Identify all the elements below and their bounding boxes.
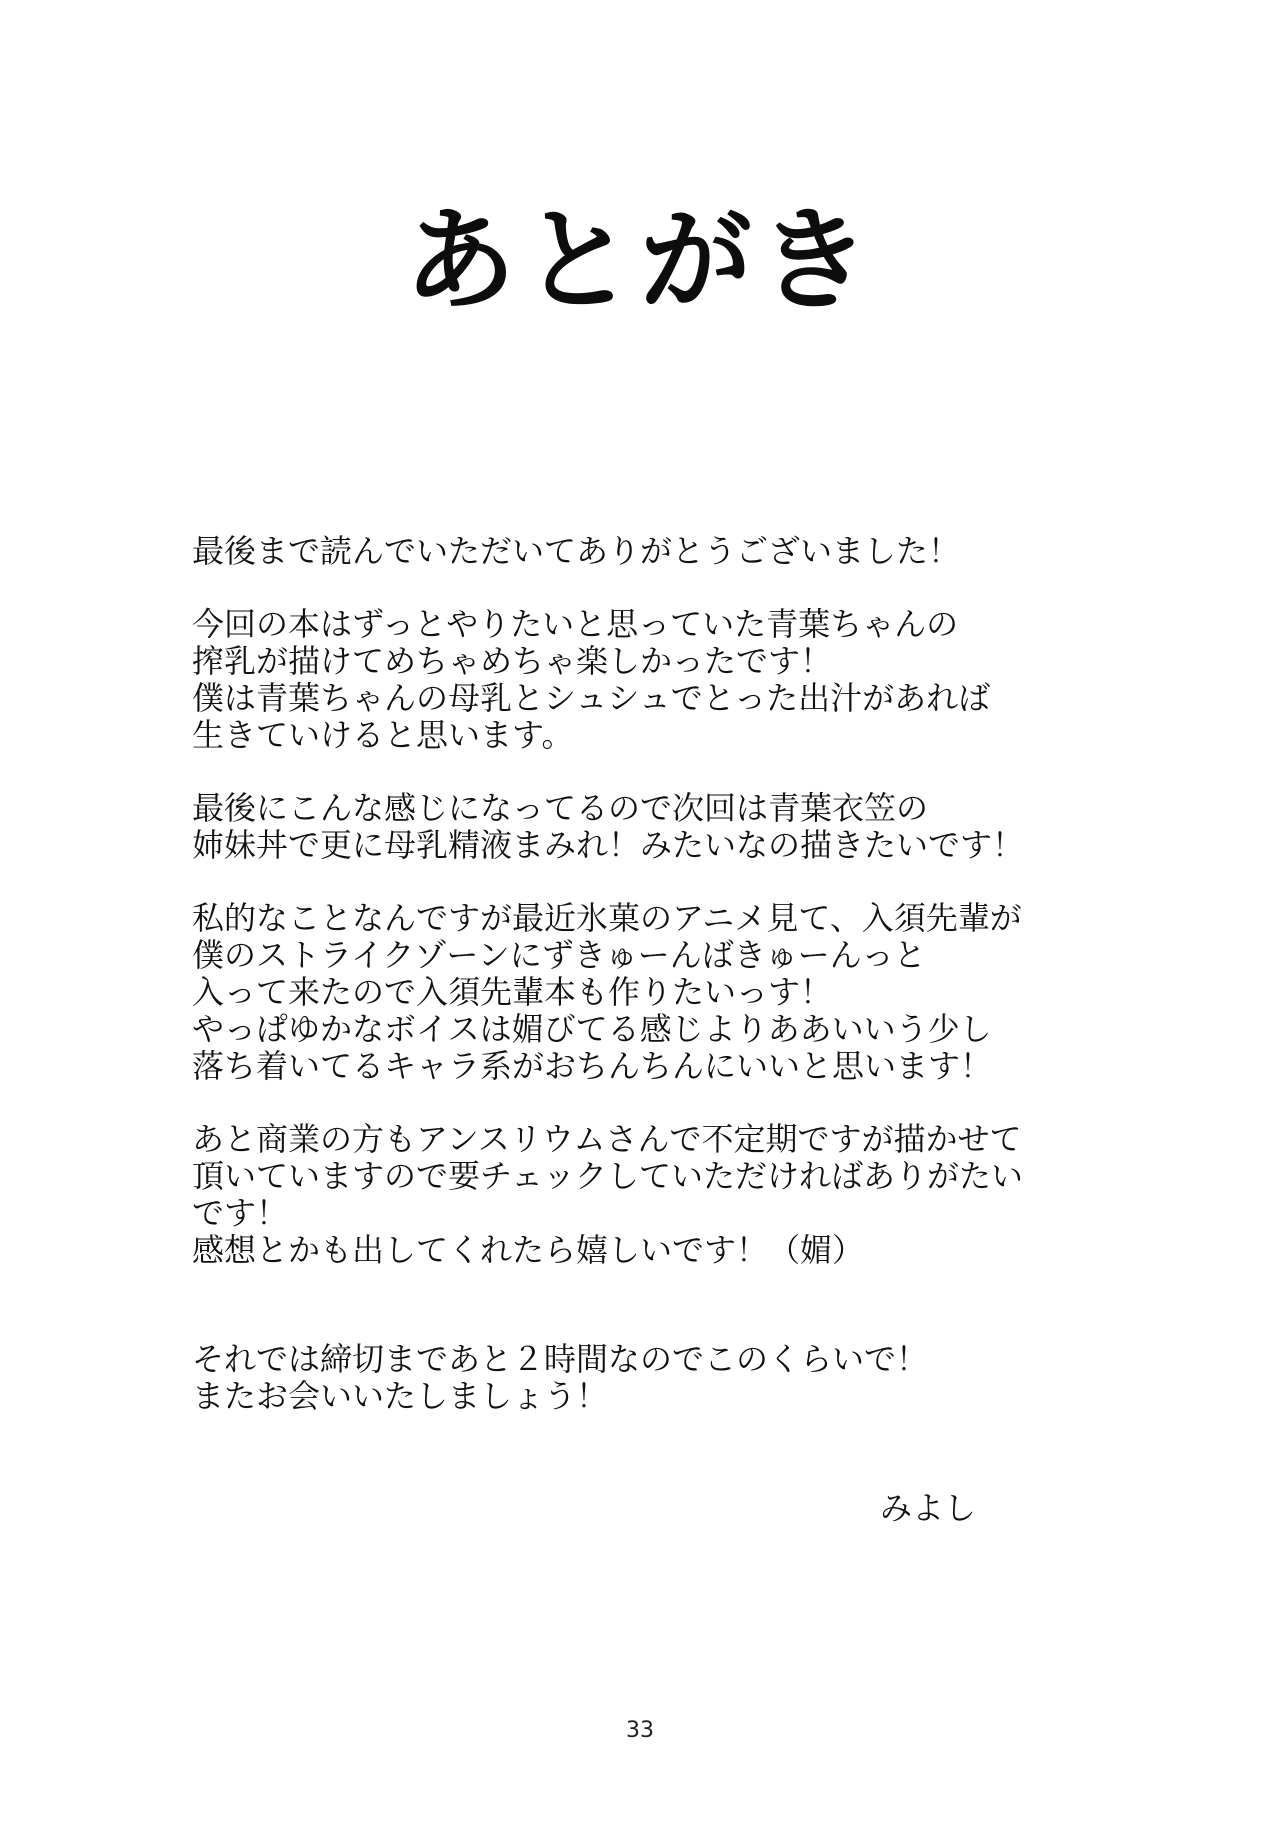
paragraph-thanks (192, 533, 1132, 570)
text-line: 搾乳が描けてめちゃめちゃ楽しかったです！ (192, 642, 833, 680)
text-line: 僕のストライクゾーンにずきゅーんばきゅーんっと (192, 936, 926, 974)
paragraph-this-book (192, 606, 1132, 754)
text-line: 最後まで読んでいただいてありがとうございました！ (192, 532, 961, 570)
text-line: 最後にこんな感じになってるので次回は青葉衣笠の (192, 789, 929, 827)
page-title: あとがき (404, 196, 876, 326)
text-line: それでは締切まであと２時間なのでこのくらいで！ (192, 1340, 929, 1378)
text-line: 私的なことなんですが最近氷菓のアニメ見て、入須先輩が (192, 899, 1022, 937)
page-number: 33 (626, 1718, 654, 1743)
text-line: 今回の本はずっとやりたいと思っていた青葉ちゃんの (192, 605, 959, 643)
text-line: やっぱゆかなボイスは媚びてる感じよりああいいう少し (192, 1010, 992, 1048)
text-line: 姉妹丼で更に母乳精液まみれ！みたいなの描きたいです！ (192, 826, 1025, 864)
text-line: 頂いていますので要チェックしていただければありがたい (192, 1157, 1024, 1195)
author-signature: みよし (880, 1489, 977, 1527)
paragraph-next-time (192, 790, 1132, 864)
text-line: またお会いいたしましょう！ (192, 1377, 609, 1415)
text-line: 落ち着いてるキャラ系がおちんちんにいいと思います！ (192, 1047, 993, 1085)
text-line: 感想とかも出してくれたら嬉しいです！（媚） (192, 1231, 865, 1269)
text-line: 入って来たので入須先輩本も作りたいっす！ (192, 973, 833, 1011)
text-line: 僕は青葉ちゃんの母乳とシュシュでとった出汁があれば (192, 679, 991, 717)
afterword-body (192, 533, 1132, 1451)
paragraph-personal (192, 900, 1132, 1085)
text-line: あと商業の方もアンスリウムさんで不定期ですが描かせて (192, 1120, 1022, 1158)
paragraph-commercial (192, 1121, 1132, 1269)
text-line: です！ (192, 1194, 289, 1232)
text-line: 生きていけると思います。 (192, 716, 574, 754)
paragraph-closing (192, 1341, 1132, 1415)
